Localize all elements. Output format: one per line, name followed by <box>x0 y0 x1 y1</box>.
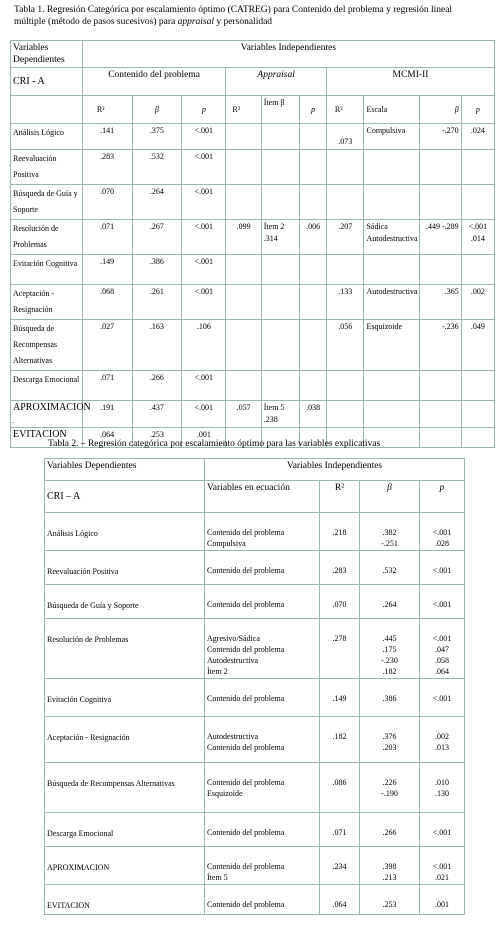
table1-cell-appraisal-r2: .099 <box>226 220 261 255</box>
table1-cell-mcmi-beta: .449 -.289 <box>419 220 461 255</box>
table2-cell-beta-value: .398 <box>382 862 397 871</box>
table2-cell-beta <box>360 885 420 915</box>
table2-colhead-variables: Variables en ecuación <box>205 481 320 513</box>
table2-cell-p-value: .002 <box>435 732 450 741</box>
table2-cell-variables <box>205 513 320 551</box>
table1-cell-mcmi-p <box>461 255 494 285</box>
table1-cell-mcmi-beta <box>419 255 461 285</box>
table1-cell-r2: .064 <box>82 428 132 448</box>
table2-cell-variables-value: Ítem 5 <box>207 873 228 882</box>
table1-cell-beta: .386 <box>132 255 182 285</box>
table1-row <box>11 220 495 255</box>
table1-cell-appraisal-r2 <box>226 124 261 150</box>
table1-cell-appraisal-r2 <box>226 255 261 285</box>
table2-cell-p <box>420 847 465 885</box>
table2-cell-p-value: .013 <box>435 743 450 752</box>
table1-row-label: Evitación Cognitiva <box>11 255 83 285</box>
table1-row-label: Análisis Lógico <box>11 124 83 150</box>
table1-cell-mcmi-beta <box>419 150 461 185</box>
table1-cell-mcmi-beta: -.270 <box>419 124 461 150</box>
table1-colhead-a-p: p <box>300 96 327 124</box>
table2-cell-variables-value: Autodestructiva <box>207 656 259 665</box>
table2-row <box>45 551 465 585</box>
table1-colhead-p: p <box>182 96 226 124</box>
table2-cell-r2: .064 <box>320 885 360 915</box>
table1-cell-mcmi-p <box>461 428 494 448</box>
table2-cell-beta <box>360 717 420 763</box>
table1-cell-appraisal-item <box>261 255 300 285</box>
table2-cell-beta-value: .386 <box>382 694 397 703</box>
table2-caption: Tabla 2. – Regresión categórica por escalamiento óptimo para las variables explicativas <box>48 439 381 449</box>
table2-cell-beta-value: .532 <box>382 566 397 575</box>
table1-cell-appraisal-item <box>261 150 300 185</box>
table1-cell-p: <.001 <box>182 371 226 401</box>
table2-cell-p-value: <.001 <box>432 694 452 703</box>
table1-header-appraisal: Appraisal <box>226 68 327 96</box>
table1-cell-appraisal-p: .038 <box>300 401 327 428</box>
table1-cell-beta: .437 <box>132 401 182 428</box>
table2-row <box>45 513 465 551</box>
table1-cell-p: <.001 <box>182 285 226 320</box>
table1-cell-mcmi-escala <box>364 371 419 401</box>
table2-colhead-p: p <box>420 481 465 513</box>
table1-row-label: EVITACION <box>11 428 83 448</box>
table2-cell-r2: .149 <box>320 679 360 717</box>
table2-cell-beta <box>360 679 420 717</box>
table2-cell-beta-value: .445 <box>382 634 397 643</box>
table2-cell-r2: .234 <box>320 847 360 885</box>
table2-cell-beta <box>360 619 420 679</box>
table1-cell-beta: .163 <box>132 320 182 371</box>
table2-colhead-beta: β <box>360 481 420 513</box>
table1-cell-mcmi-beta <box>419 371 461 401</box>
table2-cell-r2: .071 <box>320 813 360 847</box>
table2-cell-r2: .283 <box>320 551 360 585</box>
table2-cell-p <box>420 551 465 585</box>
table1-cell-mcmi-r2: .133 <box>326 285 364 320</box>
table1-colhead-item: Ítem β <box>261 96 300 124</box>
table1-row <box>11 185 495 220</box>
table1-cell-mcmi-escala: Esquizoide <box>364 320 419 371</box>
table1-cell-mcmi-escala: Compulsiva <box>364 124 419 150</box>
table1-colhead-escala: Escala <box>364 96 419 124</box>
table2-cell-beta-value: .175 <box>382 645 397 654</box>
table2-row-label: Aceptación - Resignación <box>45 717 205 763</box>
table1-cell-mcmi-beta: -.236 <box>419 320 461 371</box>
table2-cell-p-value: .064 <box>435 667 450 676</box>
table2-cell-p-value: .130 <box>435 789 450 798</box>
table2-row <box>45 619 465 679</box>
table1-cell-appraisal-item: Ítem 5 .238 <box>261 401 300 428</box>
table1-cell-appraisal-item: Ítem 2 .314 <box>261 220 300 255</box>
table1-cell-appraisal-p <box>300 150 327 185</box>
table1-caption-line1: Tabla 1. Regresión Categórica por escalamiento óptimo (CATREG) para Contenido del problema y regresión lineal <box>14 5 453 15</box>
table1-colhead-m-r2: R² <box>326 96 364 124</box>
table1-cell-appraisal-p <box>300 124 327 150</box>
table2-cell-p-value: .021 <box>435 873 450 882</box>
table2-cell-beta <box>360 763 420 813</box>
table2-cell-variables <box>205 717 320 763</box>
table1-cell-appraisal-p <box>300 371 327 401</box>
table2-cell-beta-value: .382 <box>382 528 397 537</box>
table2-cell-beta-value: -.190 <box>381 789 398 798</box>
table1-cell-appraisal-r2 <box>226 150 261 185</box>
table2-cell-p-value: <.001 <box>432 828 452 837</box>
table2-cell-variables-value: Contenido del problema <box>207 694 285 703</box>
table1-row <box>11 285 495 320</box>
table1-caption-line2: múltiple (método de pasos sucesivos) para appraisal y personalidad <box>14 17 273 27</box>
table1-cell-p: .106 <box>182 320 226 371</box>
table2-row <box>45 585 465 619</box>
table2-cell-variables-value: Contenido del problema <box>207 528 285 537</box>
table2-cell-beta-value: .253 <box>382 900 397 909</box>
table2-cell-r2: .182 <box>320 717 360 763</box>
table2-cell-beta <box>360 813 420 847</box>
table1-cell-mcmi-r2 <box>326 150 364 185</box>
table1-row-label: APROXIMACION <box>11 401 83 428</box>
table2-row <box>45 813 465 847</box>
table1-cell-beta: .267 <box>132 220 182 255</box>
table1-caption <box>14 4 494 28</box>
table2-row-label: Reevaluación Positiva <box>45 551 205 585</box>
table1-cell-mcmi-p: .024 <box>461 124 494 150</box>
table1-cell-mcmi-beta <box>419 401 461 428</box>
table2-cell-variables <box>205 551 320 585</box>
table2-cell-r2: .278 <box>320 619 360 679</box>
table1-row-label: Descarga Emocional <box>11 371 83 401</box>
table1-cell-p: <.001 <box>182 220 226 255</box>
table1-cell-appraisal-p <box>300 255 327 285</box>
table1-header-independientes: Variables Independientes <box>82 41 494 68</box>
table1-cell-mcmi-r2 <box>326 401 364 428</box>
table2-row-label: Resolución de Problemas <box>45 619 205 679</box>
table2-row <box>45 885 465 915</box>
table2-cell-variables-value: Contenido del problema <box>207 743 285 752</box>
table1-cell-mcmi-r2: .073 <box>326 124 364 150</box>
table1-cell-r2: .068 <box>82 285 132 320</box>
table1-cell-r2: .070 <box>82 185 132 220</box>
table1-footnote-dot: . <box>12 416 14 425</box>
table1-cell-mcmi-beta: .365 <box>419 285 461 320</box>
table2-cell-beta-value: .264 <box>382 600 397 609</box>
table2-header-cri: CRI – A <box>45 481 205 513</box>
table1-cell-mcmi-escala <box>364 401 419 428</box>
table2-cell-variables <box>205 813 320 847</box>
table2-cell-variables-value: Esquizoide <box>207 789 243 798</box>
table2-cell-p <box>420 619 465 679</box>
table1-cell-mcmi-escala <box>364 150 419 185</box>
table2-cell-p <box>420 679 465 717</box>
table1-cell-mcmi-escala <box>364 255 419 285</box>
table2-cell-beta-value: .376 <box>382 732 397 741</box>
table2-cell-p-value: .010 <box>435 778 450 787</box>
table1-header-dependientes: Variables Dependientes <box>11 41 83 68</box>
table1-cell-r2: .027 <box>82 320 132 371</box>
table2-cell-variables-value: Compulsiva <box>207 539 246 548</box>
table1-cell-r2: .283 <box>82 150 132 185</box>
table1-cell-appraisal-item <box>261 371 300 401</box>
table1-cell-appraisal-r2 <box>226 320 261 371</box>
table1-row-label: Aceptación - Resignación <box>11 285 83 320</box>
table2-cell-variables-value: Autodestructiva <box>207 732 259 741</box>
table1-cell-mcmi-p <box>461 185 494 220</box>
table2-cell-p <box>420 763 465 813</box>
table1-cell-mcmi-p <box>461 150 494 185</box>
table2-colhead-r2: R² <box>320 481 360 513</box>
table2-row-label: APROXIMACION <box>45 847 205 885</box>
table1-cell-mcmi-r2 <box>326 255 364 285</box>
table2-cell-variables <box>205 847 320 885</box>
table1-colhead-r2: R² <box>82 96 132 124</box>
table1-cell-r2: .071 <box>82 371 132 401</box>
table2-cell-beta-value: .203 <box>382 743 397 752</box>
table2-row-label: Análisis Lógico <box>45 513 205 551</box>
table1-cell-mcmi-beta <box>419 185 461 220</box>
table1-row <box>11 371 495 401</box>
table2-row-label: Búsqueda de Guía y Soporte <box>45 585 205 619</box>
table2-cell-beta-value: .266 <box>382 828 397 837</box>
table2-cell-p <box>420 513 465 551</box>
table2-cell-p-value: <.001 <box>432 862 452 871</box>
table1-cell-beta: .264 <box>132 185 182 220</box>
table2-cell-beta-value: .182 <box>382 667 397 676</box>
table1-cell-mcmi-r2 <box>326 371 364 401</box>
table2-cell-variables-value: Contenido del problema <box>207 778 285 787</box>
table2-cell-r2: .070 <box>320 585 360 619</box>
table2-cell-variables-value: Ítem 2 <box>207 667 228 676</box>
table1-cell-beta: .261 <box>132 285 182 320</box>
table2-cell-variables-value: Contenido del problema <box>207 645 285 654</box>
table1-cell-appraisal-item <box>261 320 300 371</box>
table2-cell-p <box>420 585 465 619</box>
table2-cell-p <box>420 717 465 763</box>
table1-header-cri: CRI - A <box>11 68 83 96</box>
table2-cell-variables-value: Agresivo/Sádica <box>207 634 260 643</box>
table2-row-label: Evitación Cognitiva <box>45 679 205 717</box>
table2-cell-variables <box>205 885 320 915</box>
table1-cell-beta: .532 <box>132 150 182 185</box>
table1-cell-beta: .253 <box>132 428 182 448</box>
table1-cell-appraisal-p <box>300 320 327 371</box>
table1-cell-p: .001 <box>182 428 226 448</box>
table2-cell-p-value: .047 <box>435 645 450 654</box>
table1-cell-mcmi-p <box>461 401 494 428</box>
table2-cell-variables-value: Contenido del problema <box>207 900 285 909</box>
table2-row-label: Descarga Emocional <box>45 813 205 847</box>
table1-cell-r2: .191 <box>82 401 132 428</box>
table1-row-label: Búsqueda de Guía y Soporte <box>11 185 83 220</box>
table1-header-mcmi: MCMI-II <box>326 68 494 96</box>
table2-cell-p-value: <.001 <box>432 566 452 575</box>
table1-cell-mcmi-escala: Autodestructiva <box>364 285 419 320</box>
table1-cell-p: <.001 <box>182 255 226 285</box>
table1-cell-p: <.001 <box>182 124 226 150</box>
table2-cell-beta-value: -.251 <box>381 539 398 548</box>
table1-cell-p: <.001 <box>182 185 226 220</box>
table2-cell-variables <box>205 763 320 813</box>
table2-row <box>45 763 465 813</box>
table1-row <box>11 124 495 150</box>
table2-cell-variables-value: Contenido del problema <box>207 828 285 837</box>
table1-cell-p: <.001 <box>182 401 226 428</box>
table1-colhead-m-beta: β <box>419 96 461 124</box>
table2-cell-r2: .218 <box>320 513 360 551</box>
table1-cell-r2: .071 <box>82 220 132 255</box>
table2-cell-variables <box>205 619 320 679</box>
table1-row <box>11 320 495 371</box>
table2-cell-variables <box>205 679 320 717</box>
table1-cell-mcmi-beta <box>419 428 461 448</box>
table1-cell-mcmi-r2: .207 <box>326 220 364 255</box>
table2-cell-beta <box>360 847 420 885</box>
table1-cell-appraisal-item <box>261 285 300 320</box>
table2-cell-p-value: <.001 <box>432 634 452 643</box>
table1-row <box>11 255 495 285</box>
table1-cell-appraisal-r2 <box>226 185 261 220</box>
table1-cell-mcmi-p: .049 <box>461 320 494 371</box>
table2-row <box>45 717 465 763</box>
table1-cell-appraisal-r2: .057 <box>226 401 261 428</box>
table1-row <box>11 401 495 428</box>
table2-cell-beta-value: .226 <box>382 778 397 787</box>
table2-cell-beta <box>360 585 420 619</box>
table1-cell-mcmi-escala: Sádica Autodestructiva <box>364 220 419 255</box>
table1-colhead-blank <box>11 96 83 124</box>
table1-cell-beta: .266 <box>132 371 182 401</box>
table2-cell-p <box>420 813 465 847</box>
table2 <box>44 458 465 915</box>
table1-cell-appraisal-r2 <box>226 285 261 320</box>
table1-cell-mcmi-p: <.001 .014 <box>461 220 494 255</box>
table2-cell-p-value: .001 <box>435 900 450 909</box>
table2-cell-variables <box>205 585 320 619</box>
table1-cell-mcmi-escala <box>364 185 419 220</box>
table1-row-label: Resolución de Problemas <box>11 220 83 255</box>
table1-cell-appraisal-p <box>300 285 327 320</box>
table2-cell-r2: .086 <box>320 763 360 813</box>
table1-cell-r2: .141 <box>82 124 132 150</box>
table2-cell-variables-value: Contenido del problema <box>207 600 285 609</box>
table1-cell-appraisal-item <box>261 185 300 220</box>
table2-cell-p-value: .028 <box>435 539 450 548</box>
table2-cell-beta <box>360 513 420 551</box>
table1-cell-appraisal-item <box>261 124 300 150</box>
table1-cell-appraisal-p: .006 <box>300 220 327 255</box>
table1-header-contenido: Contenido del problema <box>82 68 226 96</box>
table2-row-label: Búsqueda de Recompensas Alternativas <box>45 763 205 813</box>
table1-cell-appraisal-p <box>300 185 327 220</box>
table2-cell-p-value: <.001 <box>432 600 452 609</box>
table1-cell-r2: .149 <box>82 255 132 285</box>
table1-cell-mcmi-r2 <box>326 185 364 220</box>
table2-cell-beta-value: -.230 <box>381 656 398 665</box>
table1-colhead-m-p: p <box>461 96 494 124</box>
table1-row-label: Reevaluación Positiva <box>11 150 83 185</box>
table2-cell-p <box>420 885 465 915</box>
table1-cell-beta: .375 <box>132 124 182 150</box>
table1-colhead-beta: β <box>132 96 182 124</box>
table1-cell-p: <.001 <box>182 150 226 185</box>
table1-cell-appraisal-r2 <box>226 371 261 401</box>
table2-cell-variables-value: Contenido del problema <box>207 862 285 871</box>
table2-row <box>45 847 465 885</box>
table1-cell-mcmi-p: .002 <box>461 285 494 320</box>
table2-cell-beta-value: .213 <box>382 873 397 882</box>
table1-row <box>11 150 495 185</box>
table2-header-independientes: Variables Independientes <box>205 459 465 481</box>
table1 <box>10 40 495 448</box>
table1-row-label: Búsqueda de Recompensas Alternativas <box>11 320 83 371</box>
table2-row-label: EVITACION <box>45 885 205 915</box>
table1-cell-mcmi-r2: .056 <box>326 320 364 371</box>
table2-row <box>45 679 465 717</box>
table2-header-dependientes: Variables Dependientes <box>45 459 205 481</box>
table2-cell-beta <box>360 551 420 585</box>
table1-cell-mcmi-p <box>461 371 494 401</box>
table1-colhead-a-r2: R² <box>226 96 261 124</box>
table2-cell-p-value: <.001 <box>432 528 452 537</box>
table2-cell-variables-value: Contenido del problema <box>207 566 285 575</box>
table2-cell-p-value: .058 <box>435 656 450 665</box>
